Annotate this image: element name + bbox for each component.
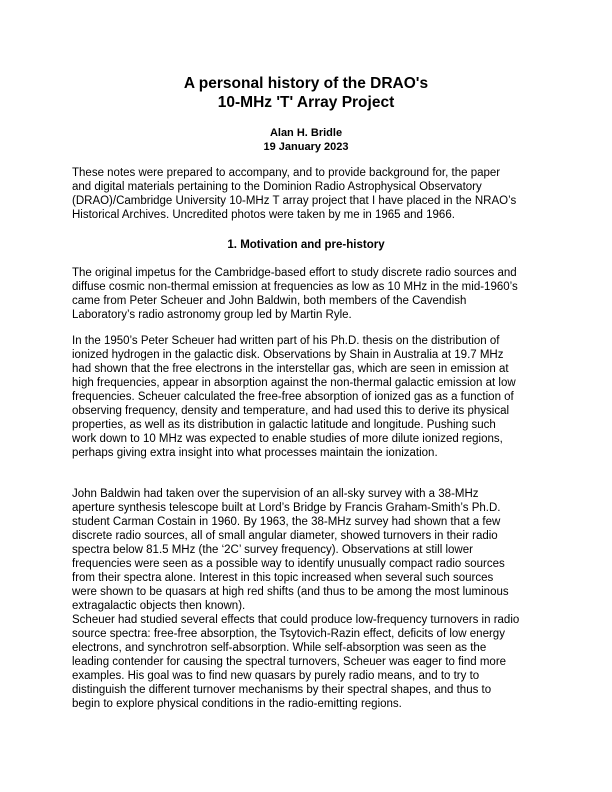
text-line: ionized hydrogen in the galactic disk. Observations by Shain in Australia at 19.7 MHz bbox=[72, 349, 504, 361]
paragraph-turnover-mechanisms bbox=[72, 613, 552, 711]
text-line: high frequencies, appear in absorption against the non-thermal galactic emission at low bbox=[72, 377, 516, 389]
text-line: properties, as well as its distribution in galactic latitude and longitude. Pushing such bbox=[72, 419, 496, 431]
paragraph-scheuer-thesis bbox=[72, 334, 552, 460]
section-heading: 1. Motivation and pre-history bbox=[227, 239, 385, 251]
text-line: These notes were prepared to accompany, and to provide background for, the paper bbox=[72, 167, 501, 179]
document-title-line-1: A personal history of the DRAO's bbox=[183, 75, 429, 92]
text-line: came from Peter Scheuer and John Baldwin, both members of the Cavendish bbox=[72, 295, 467, 307]
text-line: Historical Archives. Uncredited photos were taken by me in 1965 and 1966. bbox=[72, 209, 455, 221]
text-line: spectra below 81.5 MHz (the ‘2C’ survey frequency). Observations at still lower bbox=[72, 544, 473, 556]
text-line: diffuse cosmic non-thermal emission at frequencies as low as 10 MHz in the mid-1960’s bbox=[72, 281, 518, 293]
text-line: Scheuer had studied several effects that could produce low-frequency turnovers in radio bbox=[72, 614, 520, 626]
paragraph-impetus bbox=[72, 266, 552, 322]
text-line: distinguish the different turnover mechanisms by their spectral shapes, and thus to bbox=[72, 684, 492, 696]
text-line: Laboratory’s radio astronomy group led by Martin Ryle. bbox=[72, 309, 352, 321]
text-line: and digital materials pertaining to the Dominion Radio Astrophysical Observatory bbox=[72, 181, 482, 193]
text-line: student Carman Costain in 1960. By 1963, the 38-MHz survey had shown that a few bbox=[72, 516, 501, 528]
text-line: electrons, and synchrotron self-absorption. While self-absorption was seen as the bbox=[72, 642, 487, 654]
text-line: leading contender for causing the spectral turnovers, Scheuer was eager to find more bbox=[72, 656, 507, 668]
text-line: perhaps giving extra insight into what processes maintain the ionization. bbox=[72, 447, 438, 459]
text-line: source spectra: free-free absorption, the Tsytovich-Razin effect, deficits of low energy bbox=[72, 628, 505, 640]
text-line: In the 1950’s Peter Scheuer had written part of his Ph.D. thesis on the distribution of bbox=[72, 335, 500, 347]
paragraph-intro bbox=[72, 166, 552, 222]
text-line: begin to explore physical conditions in the radio-emitting regions. bbox=[72, 698, 402, 710]
text-line: examples. His goal was to find new quasars by purely radio means, and to try to bbox=[72, 670, 480, 682]
author-name: Alan H. Bridle bbox=[269, 127, 343, 139]
text-line: aperture synthesis telescope built at Lord’s Bridge by Francis Graham-Smith’s Ph.D. bbox=[72, 502, 501, 514]
text-line: discrete radio sources, all of small angular diameter, showed turnovers in their radio bbox=[72, 530, 498, 542]
text-line: were shown to be quasars at high red shifts (and thus to be among the most luminous bbox=[72, 586, 509, 598]
text-line: The original impetus for the Cambridge-based effort to study discrete radio sources and bbox=[72, 267, 517, 279]
text-line: had shown that the free electrons in the interstellar gas, which are seen in emission at bbox=[72, 363, 509, 375]
text-line: frequencies. Scheuer calculated the free-free absorption of ionized gas as a function of bbox=[72, 391, 514, 403]
text-line: extragalactic objects then known). bbox=[72, 600, 246, 612]
text-line: work down to 10 MHz was expected to enable studies of more dilute ionized regions, bbox=[72, 433, 503, 445]
document-title-line-2: 10-MHz 'T' Array Project bbox=[217, 94, 395, 111]
text-line: John Baldwin had taken over the supervision of an all-sky survey with a 38-MHz bbox=[72, 488, 479, 500]
text-line: frequencies were seen as a possible way to identify unusually compact radio sources bbox=[72, 558, 505, 570]
document-date: 19 January 2023 bbox=[263, 141, 349, 153]
text-line: observing frequency, density and temperature, and had used this to derive its physical bbox=[72, 405, 510, 417]
paragraph-baldwin-survey bbox=[72, 487, 552, 613]
text-line: (DRAO)/Cambridge University 10-MHz T array project that I have placed in the NRAO’s bbox=[72, 195, 517, 207]
text-line: from their spectra alone. Interest in this topic increased when several such sources bbox=[72, 572, 494, 584]
